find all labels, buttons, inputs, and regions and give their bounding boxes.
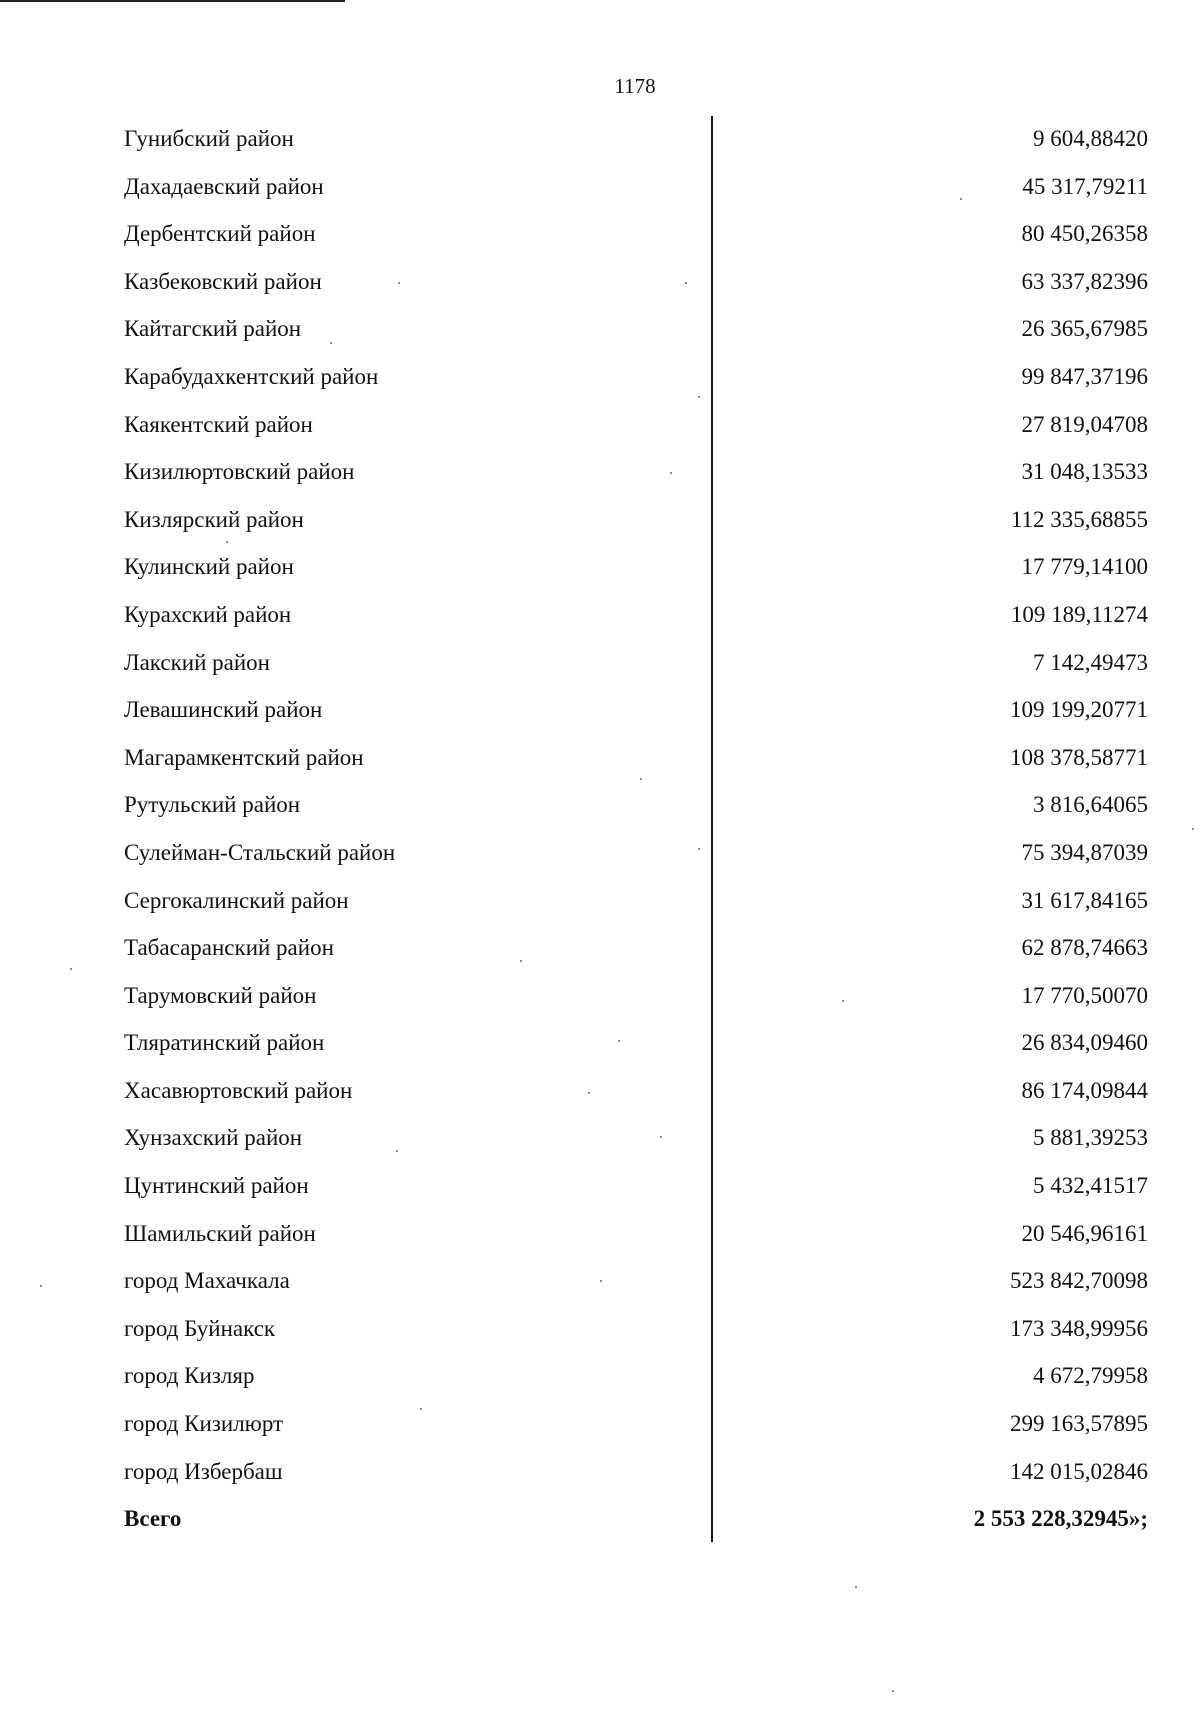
table-row [124, 1258, 1148, 1306]
scan-speck [670, 472, 672, 474]
table-row [124, 735, 1148, 783]
table-row [124, 544, 1148, 592]
district-amount: 26 365,67985 [1021, 316, 1148, 342]
table-row [124, 925, 1148, 973]
table-row [124, 402, 1148, 450]
scan-speck [855, 1586, 857, 1588]
total-label: Всего [124, 1506, 182, 1532]
scan-speck [70, 968, 72, 970]
district-amount: 523 842,70098 [1010, 1268, 1148, 1294]
district-name: Хасавюртовский район [124, 1077, 353, 1103]
table-row [124, 497, 1148, 545]
district-name: Шамильский район [124, 1220, 316, 1246]
district-amount: 109 199,20771 [1010, 697, 1148, 723]
table-row [124, 687, 1148, 735]
district-amount: 5 881,39253 [1033, 1125, 1148, 1151]
scan-speck [1192, 828, 1194, 830]
district-amount: 299 163,57895 [1010, 1411, 1148, 1437]
district-name: город Кизилюрт [124, 1411, 284, 1437]
district-name: Карабудахкентский район [124, 363, 379, 389]
district-amount: 142 015,02846 [1010, 1458, 1148, 1484]
district-name: Хунзахский район [124, 1125, 303, 1151]
scan-speck [685, 282, 687, 284]
scan-speck [892, 1690, 894, 1692]
district-name: Кизилюртовский район [124, 459, 355, 485]
district-amount: 86 174,09844 [1021, 1077, 1148, 1103]
scan-speck [640, 778, 642, 780]
top-rule [0, 0, 345, 2]
table-row [124, 1306, 1148, 1354]
table-row [124, 1163, 1148, 1211]
district-name: Кайтагский район [124, 316, 302, 342]
district-amount: 63 337,82396 [1021, 268, 1148, 294]
scan-speck [698, 396, 700, 398]
table-row [124, 1115, 1148, 1163]
district-name: Тляратинский район [124, 1030, 325, 1056]
district-name: Кулинский район [124, 554, 294, 580]
district-amount: 62 878,74663 [1021, 935, 1148, 961]
scan-speck [396, 1150, 398, 1152]
district-amount: 109 189,11274 [1010, 601, 1148, 627]
scan-speck [660, 1136, 662, 1138]
scan-speck [960, 198, 962, 200]
district-amount: 3 816,64065 [1033, 792, 1148, 818]
table-row [124, 116, 1148, 164]
table-row [124, 830, 1148, 878]
table-row [124, 592, 1148, 640]
table-row [124, 782, 1148, 830]
table-row [124, 640, 1148, 688]
table-row [124, 449, 1148, 497]
district-name: Каякентский район [124, 411, 313, 437]
district-name: Рутульский район [124, 792, 301, 818]
scan-speck [618, 1040, 620, 1042]
table-row [124, 259, 1148, 307]
scan-speck [226, 541, 228, 543]
district-name: Гунибский район [124, 126, 294, 151]
district-name: город Избербаш [124, 1458, 283, 1484]
district-amount: 9 604,88420 [1033, 126, 1148, 151]
district-amount: 31 048,13533 [1021, 459, 1148, 485]
scan-speck [330, 342, 332, 344]
district-amount: 112 335,68855 [1010, 506, 1148, 532]
district-name: Табасаранский район [124, 935, 334, 961]
district-amount: 4 672,79958 [1033, 1363, 1148, 1389]
district-amount: 173 348,99956 [1010, 1315, 1148, 1341]
scan-speck [588, 1092, 590, 1094]
district-name: Сулейман-Стальский район [124, 839, 396, 865]
district-name: город Буйнакск [124, 1315, 276, 1341]
district-name: Левашинский район [124, 697, 323, 723]
district-name: Тарумовский район [124, 982, 317, 1008]
scan-speck [40, 1285, 42, 1287]
district-amount: 20 546,96161 [1021, 1220, 1148, 1246]
district-amount: 75 394,87039 [1021, 839, 1148, 865]
district-name: Дербентский район [124, 221, 316, 247]
table-row [124, 211, 1148, 259]
table-row [124, 973, 1148, 1021]
scan-speck [520, 960, 522, 962]
district-name: Магарамкентский район [124, 744, 364, 770]
district-amount: 17 779,14100 [1021, 554, 1148, 580]
page-number: 1178 [614, 74, 656, 98]
table-row [124, 354, 1148, 402]
scan-speck [600, 1280, 602, 1282]
scan-speck [420, 1408, 422, 1410]
total-value: 2 553 228,32945»; [973, 1506, 1148, 1532]
table-row [124, 878, 1148, 926]
district-name: Цунтинский район [124, 1173, 309, 1199]
table-row [124, 1211, 1148, 1259]
allocation-table [124, 116, 1148, 1544]
table-row [124, 1401, 1148, 1449]
district-amount: 5 432,41517 [1033, 1173, 1148, 1199]
table-row [124, 164, 1148, 212]
district-name: Казбековский район [124, 268, 322, 294]
scan-speck [842, 1000, 844, 1002]
scan-speck [398, 282, 400, 284]
district-amount: 108 378,58771 [1010, 744, 1148, 770]
district-name: Кизлярский район [124, 506, 304, 532]
district-amount: 27 819,04708 [1021, 411, 1148, 437]
district-amount: 31 617,84165 [1021, 887, 1148, 913]
total-row [124, 1496, 1148, 1544]
district-name: Лакский район [124, 649, 270, 675]
district-name: город Кизляр [124, 1363, 255, 1389]
table-row [124, 1068, 1148, 1116]
district-name: Курахский район [124, 601, 292, 627]
district-amount: 99 847,37196 [1021, 363, 1148, 389]
district-amount: 17 770,50070 [1021, 982, 1148, 1008]
table-row [124, 1353, 1148, 1401]
table-row [124, 1020, 1148, 1068]
district-amount: 45 317,79211 [1022, 173, 1148, 199]
district-amount: 7 142,49473 [1033, 649, 1148, 675]
table-row [124, 1449, 1148, 1497]
district-amount: 80 450,26358 [1021, 221, 1148, 247]
district-name: Дахадаевский район [124, 173, 324, 199]
table-row [124, 306, 1148, 354]
scan-speck [698, 848, 700, 850]
district-name: город Махачкала [124, 1268, 290, 1294]
district-amount: 26 834,09460 [1021, 1030, 1148, 1056]
district-name: Сергокалинский район [124, 887, 349, 913]
